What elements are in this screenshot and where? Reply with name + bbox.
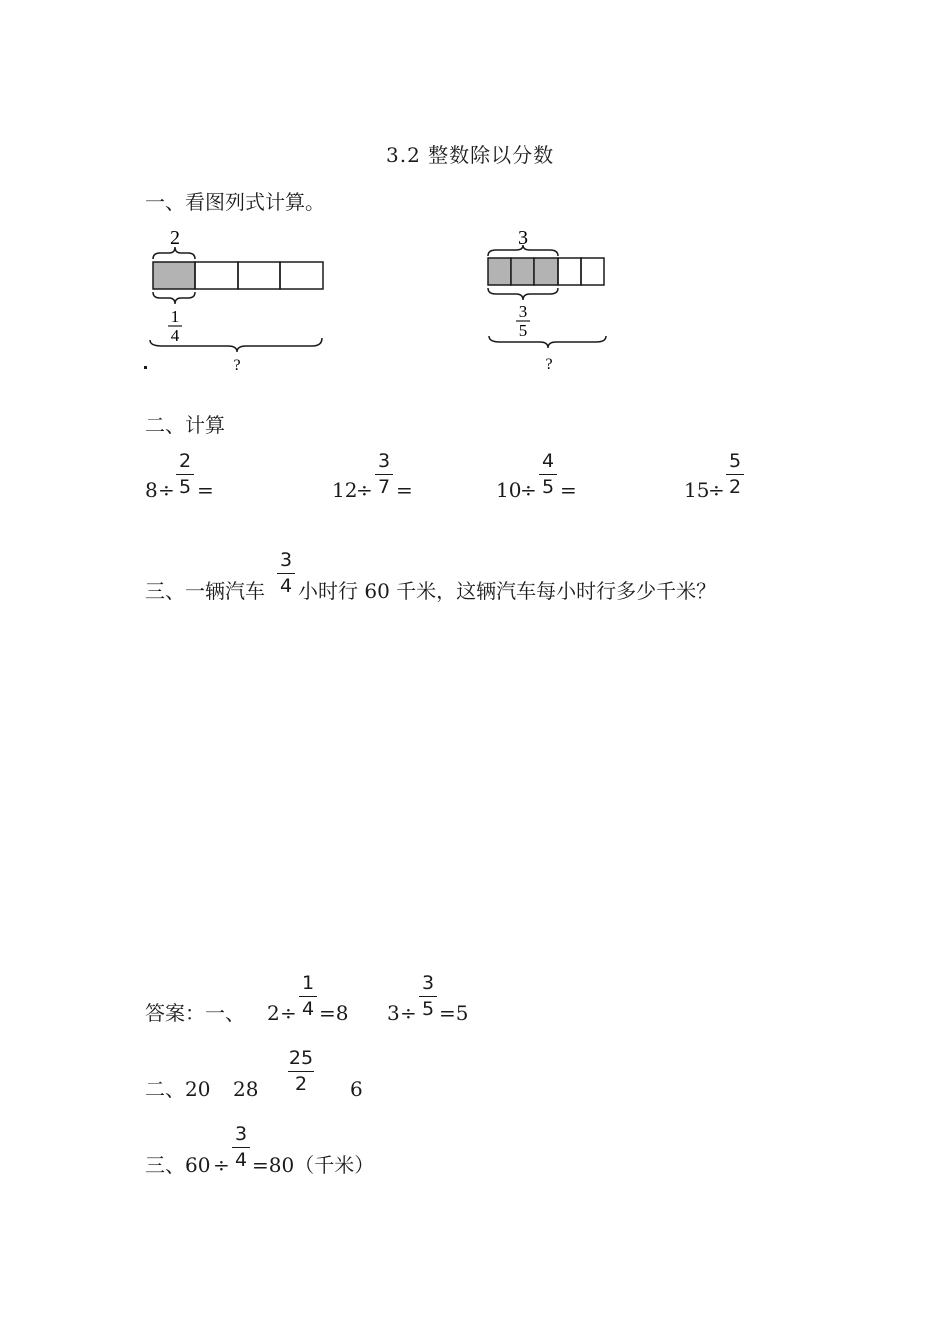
problem1-fraction — [176, 451, 194, 497]
diagram2-fraction-denominator: 5 — [518, 321, 528, 340]
page-title: 3.2 整数除以分数 — [386, 143, 555, 167]
diagram2-box-shaded — [488, 258, 511, 285]
diagram1-question: ? — [233, 357, 241, 374]
problem4-numerator: 5 — [728, 450, 742, 472]
diagram2-box-shaded — [534, 258, 558, 285]
answer2-divide-sign: ÷ — [400, 1001, 417, 1025]
answer2-numerator: 3 — [421, 972, 435, 994]
answer1-numerator: 1 — [301, 972, 315, 994]
answer1-denominator: 4 — [301, 998, 315, 1020]
bar-diagram-2 — [480, 226, 620, 376]
answer2-fraction-bar — [419, 996, 437, 997]
answer-line2-value4: 6 — [350, 1077, 363, 1101]
answer-line3-fraction-bar — [232, 1147, 250, 1148]
answer-line2-fraction — [288, 1048, 314, 1094]
section1-heading: 一、看图列式计算。 — [145, 190, 325, 214]
problem4-fraction-bar — [726, 474, 744, 475]
problem2-divide-sign: ÷ — [356, 478, 373, 502]
problem3-whole: 10 — [496, 478, 522, 502]
answer1-fraction — [299, 973, 317, 1019]
problem3-fraction — [539, 451, 557, 497]
answer-line3-prefix: 三、60 — [145, 1153, 211, 1177]
diagram2-question: ? — [545, 356, 553, 373]
answer-line3-numerator: 3 — [234, 1123, 248, 1145]
problem1-denominator: 5 — [178, 476, 192, 498]
diagram1-box — [238, 262, 280, 289]
answer2-denominator: 5 — [421, 998, 435, 1020]
problem4-denominator: 2 — [728, 476, 742, 498]
section3-numerator: 3 — [279, 549, 293, 571]
problem1-whole: 8 — [145, 478, 158, 502]
answer-line3-denominator: 4 — [234, 1149, 248, 1171]
answer-line2-prefix: 二、20 — [145, 1077, 211, 1101]
bar-diagram-1 — [140, 226, 340, 376]
answer-line3-divide-sign: ÷ — [213, 1153, 230, 1177]
diagram1-box — [280, 262, 323, 289]
answer-line2-numerator: 25 — [288, 1047, 314, 1069]
answer2-whole: 3 — [387, 1001, 400, 1025]
diagram2-total-brace — [489, 336, 606, 348]
answer1-fraction-bar — [299, 996, 317, 997]
stray-dot — [144, 366, 147, 369]
problem2-whole: 12 — [332, 478, 358, 502]
problem2-equals: = — [396, 478, 413, 502]
diagram1-fraction-numerator: 1 — [170, 307, 180, 326]
problem1-numerator: 2 — [178, 450, 192, 472]
problem4-divide-sign: ÷ — [708, 478, 725, 502]
diagram2-fraction-numerator: 3 — [518, 302, 528, 321]
problem2-fraction-bar — [375, 474, 393, 475]
answer-line3-fraction — [232, 1124, 250, 1170]
problem3-fraction-bar — [539, 474, 557, 475]
section3-denominator: 4 — [279, 575, 293, 597]
section3-fraction-bar — [277, 573, 295, 574]
section3-suffix: 小时行 60 千米，这辆汽车每小时行多少千米？ — [298, 579, 717, 603]
diagram2-mid-brace — [488, 288, 558, 300]
answer1-divide-sign: ÷ — [280, 1001, 297, 1025]
answer1-whole: 2 — [267, 1001, 280, 1025]
problem3-divide-sign: ÷ — [520, 478, 537, 502]
answer-line2-fraction-bar — [288, 1071, 314, 1072]
answer-line3-result: =80（千米） — [252, 1153, 375, 1177]
answers-label: 答案：一、 — [145, 1001, 245, 1025]
diagram1-top-label: 2 — [170, 227, 180, 249]
diagram2-box-shaded — [511, 258, 534, 285]
problem3-numerator: 4 — [541, 450, 555, 472]
problem4-fraction — [726, 451, 744, 497]
diagram2-box — [558, 258, 581, 285]
problem1-divide-sign: ÷ — [158, 478, 175, 502]
section3-fraction — [277, 550, 295, 596]
problem2-numerator: 3 — [377, 450, 391, 472]
section2-heading: 二、计算 — [145, 413, 225, 437]
diagram2-top-label: 3 — [518, 227, 528, 249]
problem2-fraction — [375, 451, 393, 497]
problem3-denominator: 5 — [541, 476, 555, 498]
problem1-fraction-bar — [176, 474, 194, 475]
diagram1-box — [195, 262, 238, 289]
answer-line2-value2: 28 — [233, 1077, 259, 1101]
answer2-fraction — [419, 973, 437, 1019]
diagram1-box-shaded — [153, 262, 195, 289]
section3-prefix: 三、一辆汽车 — [145, 579, 265, 603]
answer-line2-denominator: 2 — [294, 1073, 308, 1095]
problem3-equals: = — [560, 478, 577, 502]
answer1-result: =8 — [319, 1001, 349, 1025]
problem4-whole: 15 — [684, 478, 710, 502]
answer2-result: =5 — [439, 1001, 469, 1025]
diagram2-top-brace — [488, 245, 558, 256]
diagram2-box — [581, 258, 604, 285]
problem1-equals: = — [197, 478, 214, 502]
problem2-denominator: 7 — [377, 476, 391, 498]
diagram1-fraction-denominator: 4 — [170, 326, 180, 345]
diagram1-mid-brace — [153, 292, 195, 304]
